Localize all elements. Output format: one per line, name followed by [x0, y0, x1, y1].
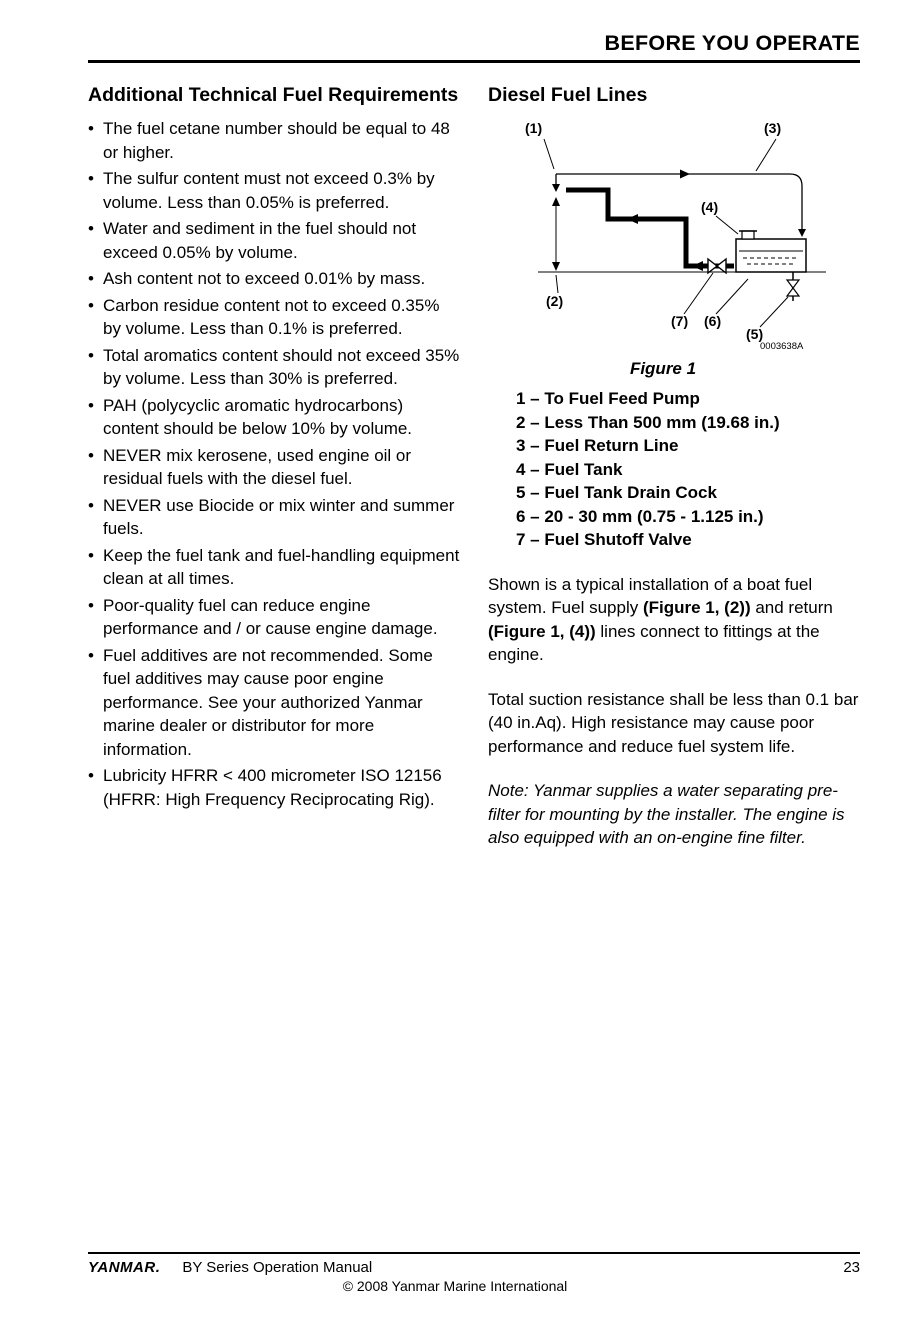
svg-text:(4): (4): [701, 199, 719, 215]
fuel-requirement-item: • Poor-quality fuel can reduce engine performance and / or cause engine damage.: [88, 594, 460, 641]
fuel-requirement-item: • NEVER use Biocide or mix winter and summer fuels.: [88, 494, 460, 541]
figure-legend: [516, 387, 860, 552]
page-title: BEFORE YOU OPERATE: [604, 31, 860, 55]
legend-item: 5 – Fuel Tank Drain Cock: [516, 483, 717, 502]
svg-text:(7): (7): [671, 313, 689, 329]
page-number: 23: [843, 1259, 860, 1276]
svg-text:(1): (1): [525, 120, 543, 136]
figure-1: [488, 117, 860, 379]
svg-text:(3): (3): [764, 120, 782, 136]
footer-line: [88, 1259, 860, 1276]
right-column: [488, 83, 860, 850]
callout-1: [525, 120, 554, 169]
svg-text:(5): (5): [746, 326, 764, 342]
fuel-requirement-item: • Ash content not to exceed 0.01% by mass.: [88, 267, 460, 291]
callout-5: [746, 297, 788, 342]
page-footer: [88, 1252, 860, 1276]
fuel-requirements-list: [88, 117, 460, 811]
legend-item: 7 – Fuel Shutoff Valve: [516, 530, 692, 549]
fuel-requirement-item: • NEVER mix kerosene, used engine oil or residual fuels with the diesel fuel.: [88, 444, 460, 491]
note-paragraph: Note: Yanmar supplies a water separating pre-filter for mounting by the installer. The engine is also equipped with an on-engine fine filter.: [488, 781, 845, 847]
paragraph-text: and return: [750, 598, 833, 617]
paragraph-text: lines connect to fittings at the engine.: [488, 621, 820, 664]
callout-4: [701, 199, 738, 234]
figure-reference: (Figure 1, (2)): [642, 598, 751, 617]
figure-code: 0003638A: [760, 341, 804, 352]
callout-2: [546, 275, 563, 309]
legend-item: 1 – To Fuel Feed Pump: [516, 389, 700, 408]
figure-reference: (Figure 1, (4)): [488, 621, 596, 641]
fuel-requirement-item: • Water and sediment in the fuel should not exceed 0.05% by volume.: [88, 217, 460, 264]
page-content: [88, 30, 860, 850]
fuel-lines-diagram: [488, 117, 838, 352]
yanmar-logo: YANMAR.: [88, 1259, 161, 1276]
fuel-return-line: [556, 170, 806, 238]
callout-6: [704, 279, 748, 329]
fuel-requirement-item: • The fuel cetane number should be equal to 48 or higher.: [88, 117, 460, 164]
fuel-requirement-item: • Lubricity HFRR < 400 micrometer ISO 12156 (HFRR: High Frequency Reciprocating Rig).: [88, 764, 460, 811]
fuel-requirement-item: • Total aromatics content should not exceed 35% by volume. Less than 30% is preferred.: [88, 344, 460, 391]
svg-text:(2): (2): [546, 293, 564, 309]
fuel-shutoff-valve-symbol: [708, 259, 726, 273]
fuel-tank-drain-cock-symbol: [787, 272, 799, 301]
right-section-heading: Diesel Fuel Lines: [488, 84, 648, 106]
figure-caption: Figure 1: [629, 359, 697, 378]
feed-pump-line: [552, 174, 560, 192]
fuel-requirement-item: • PAH (polycyclic aromatic hydrocarbons) content should be below 10% by volume.: [88, 394, 460, 441]
fuel-requirement-item: • Keep the fuel tank and fuel-handling equipment clean at all times.: [88, 544, 460, 591]
fuel-tank: [736, 231, 806, 272]
left-section-heading: Additional Technical Fuel Requirements: [88, 84, 459, 106]
fuel-requirement-item: • Fuel additives are not recommended. Some fuel additives may cause poor engine performance. See your authorized Yanmar marine dealer or distributor for more information.: [88, 644, 460, 762]
two-column-layout: [88, 83, 860, 850]
fuel-requirement-item: • The sulfur content must not exceed 0.3% by volume. Less than 0.05% is preferred.: [88, 167, 460, 214]
fuel-requirement-item: • Carbon residue content not to exceed 0.35% by volume. Less than 0.1% is preferred.: [88, 294, 460, 341]
legend-item: 3 – Fuel Return Line: [516, 436, 679, 455]
left-column: [88, 83, 460, 850]
manual-title: BY Series Operation Manual: [182, 1259, 373, 1276]
svg-text:(6): (6): [704, 313, 722, 329]
dimension-500mm: [552, 197, 560, 271]
footer-rule: [88, 1252, 860, 1254]
suction-resistance-paragraph: Total suction resistance shall be less than 0.1 bar (40 in.Aq). High resistance may cause poor performance and reduce fuel system life.: [488, 689, 859, 756]
callout-3: [756, 120, 781, 171]
paragraph-text: Shown is a typical installation of a boat fuel system. Fuel supply: [488, 574, 813, 617]
legend-item: 6 – 20 - 30 mm (0.75 - 1.125 in.): [516, 506, 764, 526]
installation-paragraph: [488, 573, 860, 667]
legend-item: 2 – Less Than 500 mm (19.68 in.): [516, 412, 780, 432]
legend-item: 4 – Fuel Tank: [516, 459, 623, 479]
header-rule: [88, 60, 860, 63]
copyright-notice: © 2008 Yanmar Marine International: [342, 1278, 568, 1294]
